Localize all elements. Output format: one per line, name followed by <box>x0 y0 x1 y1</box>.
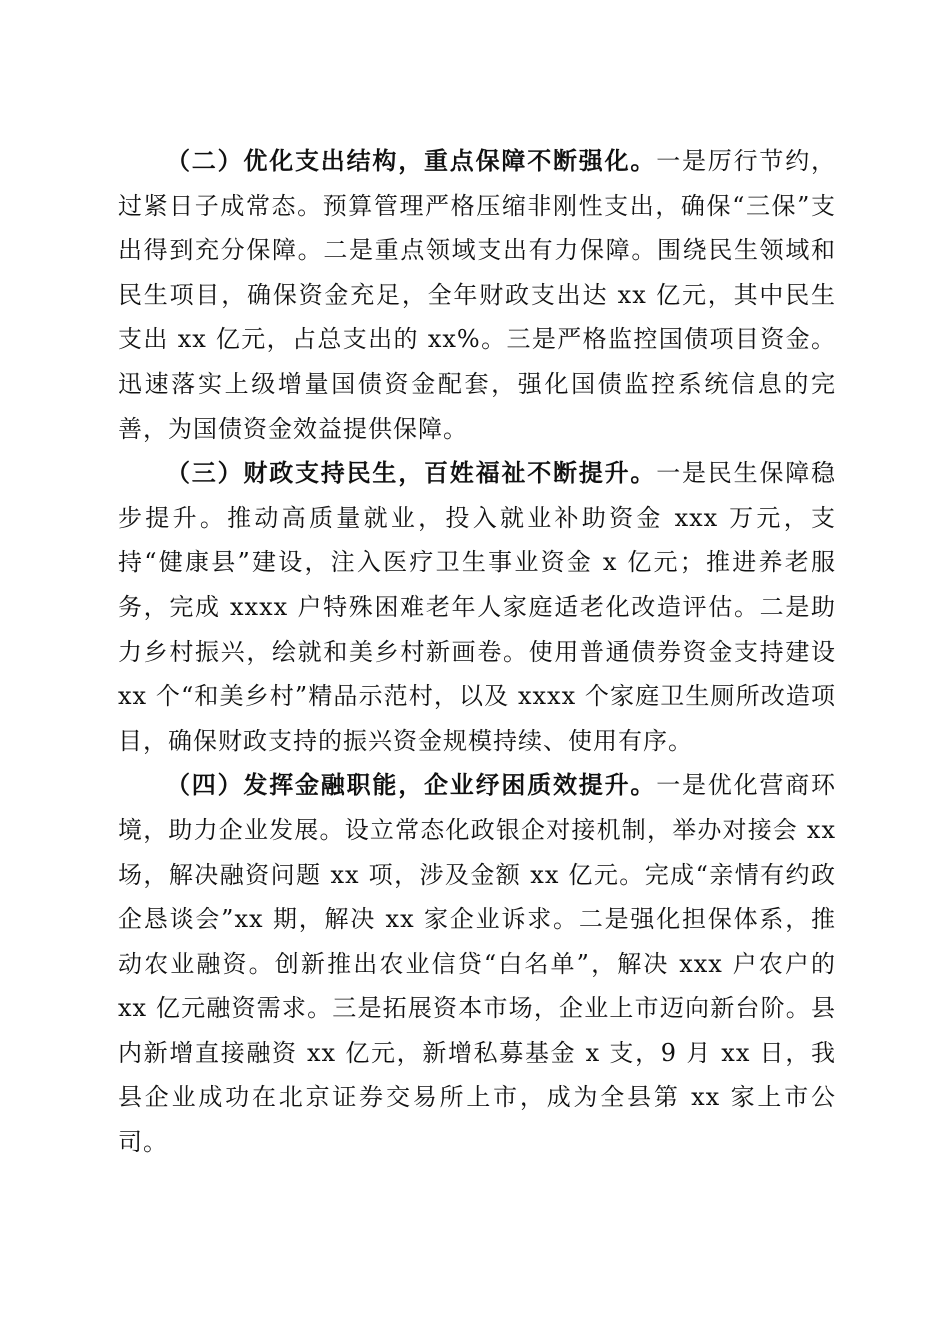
paragraph-heading: （三）财政支持民生，百姓福祉不断提升。 <box>166 458 657 488</box>
document-body <box>118 139 836 1165</box>
paragraph-financial-functions <box>118 763 836 1164</box>
paragraph-expenditure-structure <box>118 139 836 451</box>
paragraph-livelihood-support <box>118 451 836 763</box>
paragraph-text: 一是民生保障稳步提升。推动高质量就业，投入就业补助资金 xxx 万元，支持“健康县”建设，注入医疗卫生事业资金 x 亿元；推进养老服务，完成 xxxx 户特殊困难老年人家庭适老化改造评估。二是助力乡村振兴，绘就和美乡村新画卷。使用普通债券资金支持建设 xx 个“和美乡村”精品示范村，以及 xxxx 个家庭卫生厕所改造项目，确保财政支持的振兴资金规模持续、使用有序。 <box>118 459 837 755</box>
paragraph-heading: （四）发挥金融职能，企业纾困质效提升。 <box>166 770 657 800</box>
paragraph-heading: （二）优化支出结构，重点保障不断强化。 <box>166 146 657 175</box>
paragraph-text: 一是优化营商环境，助力企业发展。设立常态化政银企对接机制，举办对接会 xx 场，解决融资问题 xx 项，涉及金额 xx 亿元。完成“亲情有约政企恳谈会”xx 期，解决 xx 家企业诉求。二是强化担保体系，推动农业融资。创新推出农业信贷“白名单”，解决 xxx 户农户的 xx 亿元融资需求。三是拓展资本市场，企业上市迈向新台阶。县内新增直接融资 xx 亿元，新增私募基金 x 支，9 月 xx 日，我县企业成功在北京证券交易所上市，成为全县第 xx 家上市公司。 <box>118 771 837 1157</box>
paragraph-text: 一是厉行节约，过紧日子成常态。预算管理严格压缩非刚性支出，确保“三保”支出得到充分保障。二是重点领域支出有力保障。围绕民生领域和民生项目，确保资金充足，全年财政支出达 xx 亿元，其中民生支出 xx 亿元，占总支出的 xx%。三是严格监控国债项目资金。迅速落实上级增量国债资金配套，强化国债监控系统信息的完善，为国债资金效益提供保障。 <box>118 147 837 443</box>
